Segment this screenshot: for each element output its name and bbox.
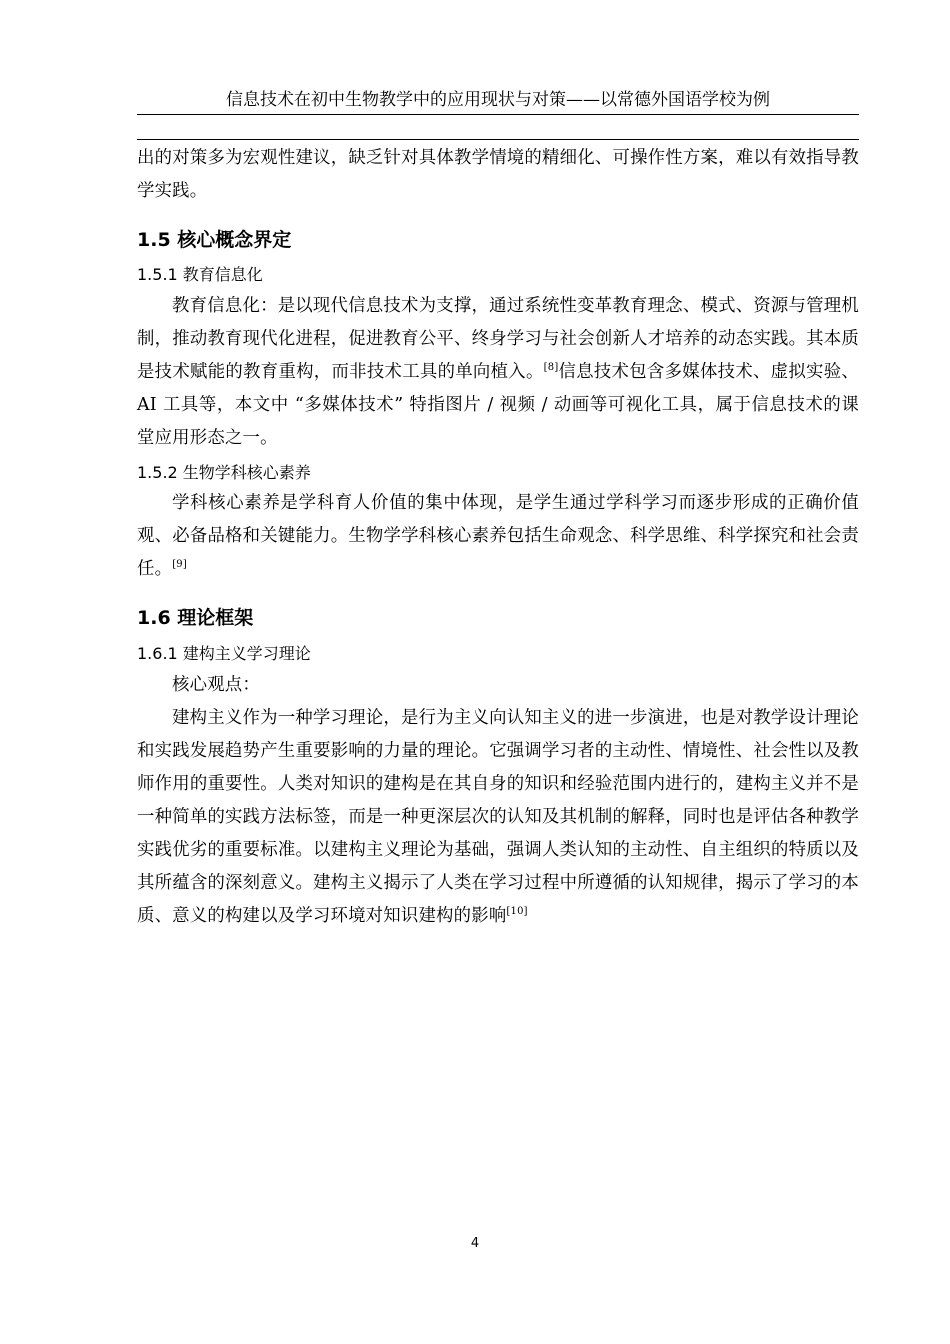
header-divider — [137, 139, 859, 140]
citation-ref: [9] — [172, 559, 187, 570]
paragraph-text: 信息技术包含多媒体技术、虚拟实验、AI 工具等，本文中 “多媒体技术” 特指图片 / 视频 / 动画等可视化工具，属于信息技术的课堂应用形态之一。 — [137, 362, 859, 448]
running-header: 信息技术在初中生物教学中的应用现状与对策——以常德外国语学校为例 — [137, 88, 859, 115]
citation-ref: [10] — [506, 906, 528, 917]
paragraph-constructivism — [137, 702, 859, 933]
subsection-heading-1-5-1: 1.5.1 教育信息化 — [137, 265, 263, 284]
paragraph-education-informatization — [137, 290, 859, 455]
paragraph-text: 学科核心素养是学科育人价值的集中体现，是学生通过学科学习而逐步形成的正确价值观、必备品格和关键能力。生物学学科核心素养包括生命观念、科学思维、科学探究和社会责任。 — [137, 493, 859, 579]
paragraph-text: 建构主义作为一种学习理论，是行为主义向认知主义的进一步演进，也是对教学设计理论和实践发展趋势产生重要影响的力量的理论。它强调学习者的主动性、情境性、社会性以及教师作用的重要性。人类对知识的建构是在其自身的知识和经验范围内进行的，建构主义并不是一种简单的实践方法标签，而是一种更深层次的认知及其机制的解释，同时也是评估各种教学实践优劣的重要标准。以建构主义理论为基础，强调人类认知的主动性、自主组织的特质以及其所蕴含的深刻意义。建构主义揭示了人类在学习过程中所遵循的认知规律，揭示了学习的本质、意义的构建以及学习环境对知识建构的影响 — [137, 708, 859, 926]
intro-paragraph — [137, 142, 859, 208]
core-viewpoint-label: 核心观点： — [172, 675, 260, 695]
paragraph-text: 教育信息化：是以现代信息技术为支撑，通过系统性变革教育理念、模式、资源与管理机制，推动教育现代化进程，促进教育公平、终身学习与社会创新人才培养的动态实践。其本质是技术赋能的教育重构，而非技术工具的单向植入。 — [137, 296, 859, 382]
subsection-heading-1-6-1: 1.6.1 建构主义学习理论 — [137, 644, 311, 663]
section-heading-1-6: 1.6 理论框架 — [137, 607, 254, 629]
paragraph-core-literacy — [137, 487, 859, 586]
intro-text: 出的对策多为宏观性建议，缺乏针对具体教学情境的精细化、可操作性方案，难以有效指导教学实践。 — [137, 148, 859, 201]
section-heading-1-5: 1.5 核心概念界定 — [137, 229, 292, 251]
page-body — [137, 142, 859, 933]
subsection-heading-1-5-2: 1.5.2 生物学科核心素养 — [137, 463, 311, 482]
citation-ref: [8] — [543, 362, 559, 373]
page-number: 4 — [470, 1236, 480, 1251]
